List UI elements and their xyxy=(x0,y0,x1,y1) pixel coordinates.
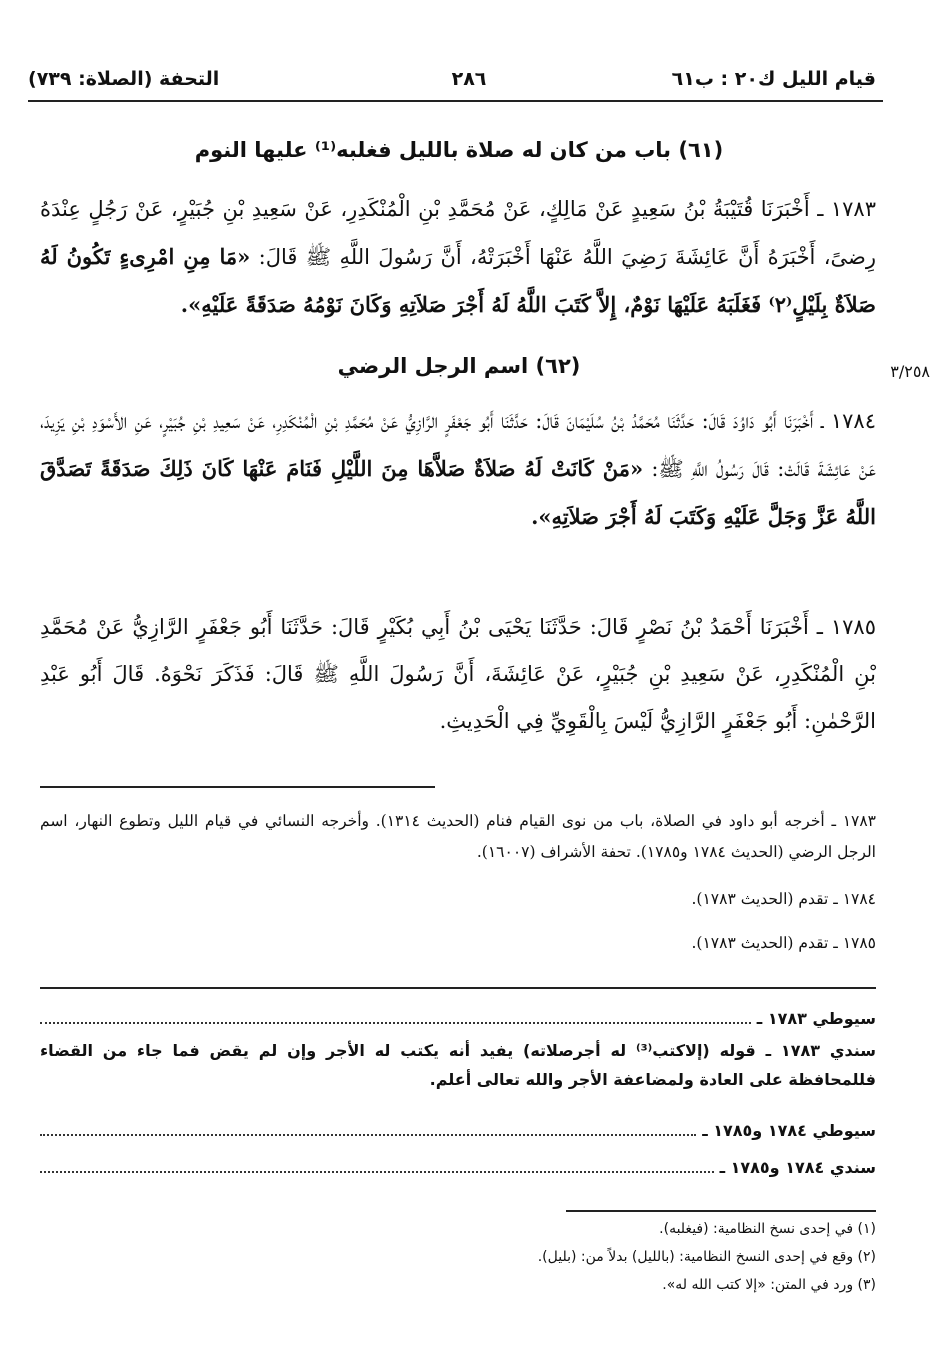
sindi-1783: سندي ١٧٨٣ ـ قوله (إلاكتب⁽³⁾ له أجرصلاته) يفيد أنه يكتب له الأجر وإن لم يقض فما جاء من القضاء فللمحافظة على العادة ولمضاعفة الأجر والله تعالى أعلم. xyxy=(40,1041,876,1089)
hadith-1784-matn: «مَنْ كَانَتْ لَهُ صَلاَةٌ صَلاَّهَا مِنَ اللَّيْلِ فَنَامَ عَنْهَا كَانَ ذَلِكَ صَدَقَةً تَصَدَّقَ اللَّهُ عَزَّ وَجَلَّ عَلَيْهِ وَكَتَبَ لَهُ أَجْرَ صَلاَتِهِ». xyxy=(40,456,876,529)
footnote-rule xyxy=(566,1210,876,1212)
sindi-1784-line xyxy=(40,1153,876,1182)
suyuti-1784-line xyxy=(40,1116,876,1145)
hadith-1783 xyxy=(40,186,876,329)
commentary-rule xyxy=(40,987,876,989)
footnote-3: (٣) ورد في المتن: «إلا كتب الله له». xyxy=(662,1277,876,1293)
footnote-1: (١) في إحدى نسخ النظامية: (فيغلبه). xyxy=(659,1221,876,1237)
takhrij-1784: ١٧٨٤ ـ تقدم (الحديث ١٧٨٣). xyxy=(691,890,876,908)
page-number: ٢٨٦ xyxy=(451,68,487,90)
running-header-right: قيام الليل ك٢٠ : ب٦١ xyxy=(671,68,876,90)
suyuti-1783-label: سيوطي ١٧٨٣ ـ xyxy=(756,1009,876,1028)
footnote-2: (٢) وقع في إحدى النسخ النظامية: (بالليل) بدلاً من: (بليل). xyxy=(537,1249,876,1265)
takhrij-rule xyxy=(40,786,435,788)
dotted-leader xyxy=(40,1022,751,1024)
suyuti-1784-label: سيوطي ١٧٨٤ و١٧٨٥ ـ xyxy=(702,1121,876,1140)
takhrij-1785: ١٧٨٥ ـ تقدم (الحديث ١٧٨٣). xyxy=(691,934,876,952)
dotted-leader xyxy=(40,1171,714,1173)
suyuti-1783-line xyxy=(40,1004,876,1033)
hadith-1785: ١٧٨٥ ـ أَخْبَرَنَا أَحْمَدُ بْنُ نَصْرٍ قَالَ: حَدَّثَنَا يَحْيَى بْنُ أَبِي بُكَيْرٍ قَالَ: حَدَّثَنَا أَبُو جَعْفَرٍ الرَّازِيُّ عَنْ مُحَمَّدِ بْنِ الْمُنْكَدِرِ، عَنْ سَعِيدِ بْنِ جُبَيْرٍ، عَنْ عَائِشَةَ، أَنَّ رَسُولَ اللَّهِ ﷺ قَالَ: فَذَكَرَ نَحْوَهُ. قَالَ أَبُو عَبْدِ الرَّحْمٰنِ: أَبُو جَعْفَرٍ الرَّازِيُّ لَيْسَ بِالْقَوِيِّ فِي الْحَدِيثِ. xyxy=(40,615,876,733)
hadith-1784 xyxy=(40,398,876,541)
header-rule xyxy=(28,100,883,102)
margin-reference: ٣/٢٥٨ xyxy=(890,362,930,381)
dotted-leader xyxy=(40,1134,696,1136)
sindi-1784-label: سندي ١٧٨٤ و١٧٨٥ ـ xyxy=(719,1158,876,1177)
takhrij-1783: ١٧٨٣ ـ أخرجه أبو داود في الصلاة، باب من نوى القيام فنام (الحديث ١٣١٤). وأخرجه النسائي في قيام الليل وتطوع النهار، اسم الرجل الرضي (الحديث ١٧٨٤ و١٧٨٥). تحفة الأشراف (١٦٠٠٧). xyxy=(40,812,877,861)
chapter-62-title: (٦٢) اسم الرجل الرضي xyxy=(337,354,581,378)
chapter-61-title: (٦١) باب من كان له صلاة بالليل فغلبه⁽¹⁾ عليها النوم xyxy=(194,138,724,162)
running-header-left: التحفة (الصلاة: ٧٣٩) xyxy=(28,68,220,90)
hadith-1783-isnad: ١٧٨٣ ـ أَخْبَرَنَا قُتَيْبَةُ بْنُ سَعِيدٍ عَنْ مَالِكٍ، عَنْ مُحَمَّدِ بْنِ الْمُنْكَدِرِ، عَنْ سَعِيدِ بْنِ جُبَيْرٍ، عَنْ رَجُلٍ عِنْدَهُ رِضىً، أَخْبَرَهُ أَنَّ عَائِشَةَ رَضِيَ اللَّهُ عَنْهَا أَخْبَرَتْهُ، أَنَّ رَسُولَ اللَّهِ ﷺ قَالَ: xyxy=(40,197,876,269)
hadith-1783-matn: «مَا مِنِ امْرِىءٍ تَكُونُ لَهُ صَلاَةٌ بِلَيْلٍ⁽٢⁾ فَغَلَبَهُ عَلَيْهَا نَوْمٌ، إِلاَّ كَتَبَ اللَّهُ لَهُ أَجْرَ صَلاَتِهِ وَكَانَ نَوْمُهُ صَدَقَةً عَلَيْهِ». xyxy=(40,244,876,317)
hadith-1784-isnad: ١٧٨٤ ـ أَخْبَرَنَا أَبُو دَاوُدَ قَالَ: حَدَّثَنَا مُحَمَّدُ بْنُ سُلَيْمَانَ قَالَ: حَدَّثَنَا أَبُو جَعْفَرٍ الرَّازِيُّ عَنْ مُحَمَّدِ بْنِ الْمُنْكَدِرِ، عَنْ سَعِيدِ بْنِ جُبَيْرٍ، عَنِ الأَسْوَدِ بْنِ يَزِيدَ، عَنْ عَائِشَةَ قَالَتْ: قَالَ رَسُولُ اللَّهِ ﷺ: xyxy=(40,409,876,481)
